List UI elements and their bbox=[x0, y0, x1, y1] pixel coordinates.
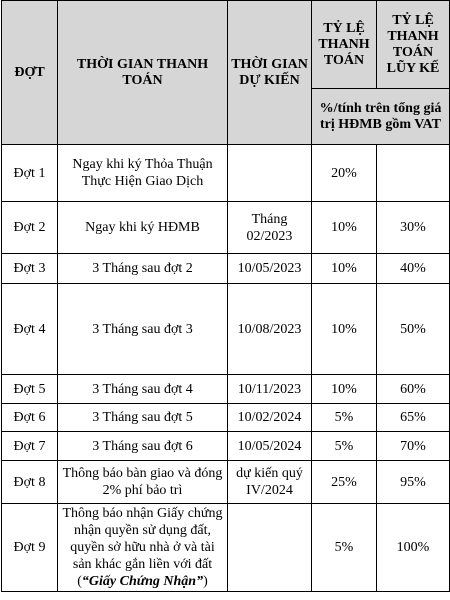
cell-cumulative: 100% bbox=[377, 504, 450, 592]
payment-schedule-table bbox=[1, 0, 450, 592]
cell-expected-time bbox=[228, 504, 312, 592]
cell-rate: 10% bbox=[312, 254, 377, 284]
table-row bbox=[2, 254, 450, 284]
cell-phase: Đợt 2 bbox=[2, 202, 58, 254]
cell-payment-time: 3 Tháng sau đợt 6 bbox=[58, 432, 228, 461]
cell-payment-time: 3 Tháng sau đợt 3 bbox=[58, 284, 228, 375]
cell-payment-time bbox=[58, 504, 228, 592]
cell-cumulative bbox=[377, 145, 450, 202]
cell-expected-time: 10/05/2023 bbox=[228, 254, 312, 284]
payment-time-emphasis: “Giấy Chứng Nhận” bbox=[81, 574, 204, 589]
cell-payment-time: Ngay khi ký HĐMB bbox=[58, 202, 228, 254]
payment-time-text: Thông báo nhận Giấy chứng nhận quyền sử dụng đất, quyền sở hữu nhà ở và tài sản khác gắn liền với đất ( bbox=[62, 506, 223, 589]
cell-rate: 5% bbox=[312, 432, 377, 461]
cell-rate: 10% bbox=[312, 375, 377, 404]
cell-expected-time: 10/05/2024 bbox=[228, 432, 312, 461]
cell-phase: Đợt 3 bbox=[2, 254, 58, 284]
table-row bbox=[2, 461, 450, 504]
cell-phase: Đợt 8 bbox=[2, 461, 58, 504]
table-row bbox=[2, 375, 450, 404]
cell-phase: Đợt 6 bbox=[2, 404, 58, 432]
cell-expected-time: 10/02/2024 bbox=[228, 404, 312, 432]
header-rate: TỶ LỆ THANH TOÁN bbox=[312, 1, 377, 89]
cell-expected-time: dự kiến quý IV/2024 bbox=[228, 461, 312, 504]
table-row bbox=[2, 202, 450, 254]
payment-time-tail: ) bbox=[203, 574, 208, 589]
cell-rate: 5% bbox=[312, 504, 377, 592]
cell-payment-time: Ngay khi ký Thỏa Thuận Thực Hiện Giao Dịch bbox=[58, 145, 228, 202]
cell-expected-time: 10/08/2023 bbox=[228, 284, 312, 375]
cell-cumulative: 50% bbox=[377, 284, 450, 375]
cell-payment-time: Thông báo bàn giao và đóng 2% phí bảo trì bbox=[58, 461, 228, 504]
cell-cumulative: 70% bbox=[377, 432, 450, 461]
header-phase: ĐỢT bbox=[2, 1, 58, 145]
cell-rate: 25% bbox=[312, 461, 377, 504]
cell-cumulative: 30% bbox=[377, 202, 450, 254]
cell-expected-time: Tháng 02/2023 bbox=[228, 202, 312, 254]
cell-expected-time bbox=[228, 145, 312, 202]
cell-phase: Đợt 5 bbox=[2, 375, 58, 404]
cell-payment-time: 3 Tháng sau đợt 2 bbox=[58, 254, 228, 284]
table-row bbox=[2, 432, 450, 461]
header-expected-time: THỜI GIAN DỰ KIẾN bbox=[228, 1, 312, 145]
cell-rate: 10% bbox=[312, 202, 377, 254]
table-row bbox=[2, 504, 450, 592]
cell-rate: 10% bbox=[312, 284, 377, 375]
cell-cumulative: 95% bbox=[377, 461, 450, 504]
cell-rate: 20% bbox=[312, 145, 377, 202]
cell-cumulative: 65% bbox=[377, 404, 450, 432]
cell-phase: Đợt 1 bbox=[2, 145, 58, 202]
cell-cumulative: 60% bbox=[377, 375, 450, 404]
cell-payment-time: 3 Tháng sau đợt 4 bbox=[58, 375, 228, 404]
table-row bbox=[2, 404, 450, 432]
cell-rate: 5% bbox=[312, 404, 377, 432]
header-payment-time: THỜI GIAN THANH TOÁN bbox=[58, 1, 228, 145]
cell-payment-time: 3 Tháng sau đợt 5 bbox=[58, 404, 228, 432]
table-row bbox=[2, 145, 450, 202]
cell-phase: Đợt 4 bbox=[2, 284, 58, 375]
header-cumulative-rate: TỶ LỆ THANH TOÁN LŨY KẾ bbox=[377, 1, 450, 89]
header-row bbox=[2, 1, 450, 89]
cell-expected-time: 10/11/2023 bbox=[228, 375, 312, 404]
table-row bbox=[2, 284, 450, 375]
header-basis-note: %/tính trên tổng giá trị HĐMB gồm VAT bbox=[312, 89, 450, 145]
cell-cumulative: 40% bbox=[377, 254, 450, 284]
cell-phase: Đợt 7 bbox=[2, 432, 58, 461]
cell-phase: Đợt 9 bbox=[2, 504, 58, 592]
